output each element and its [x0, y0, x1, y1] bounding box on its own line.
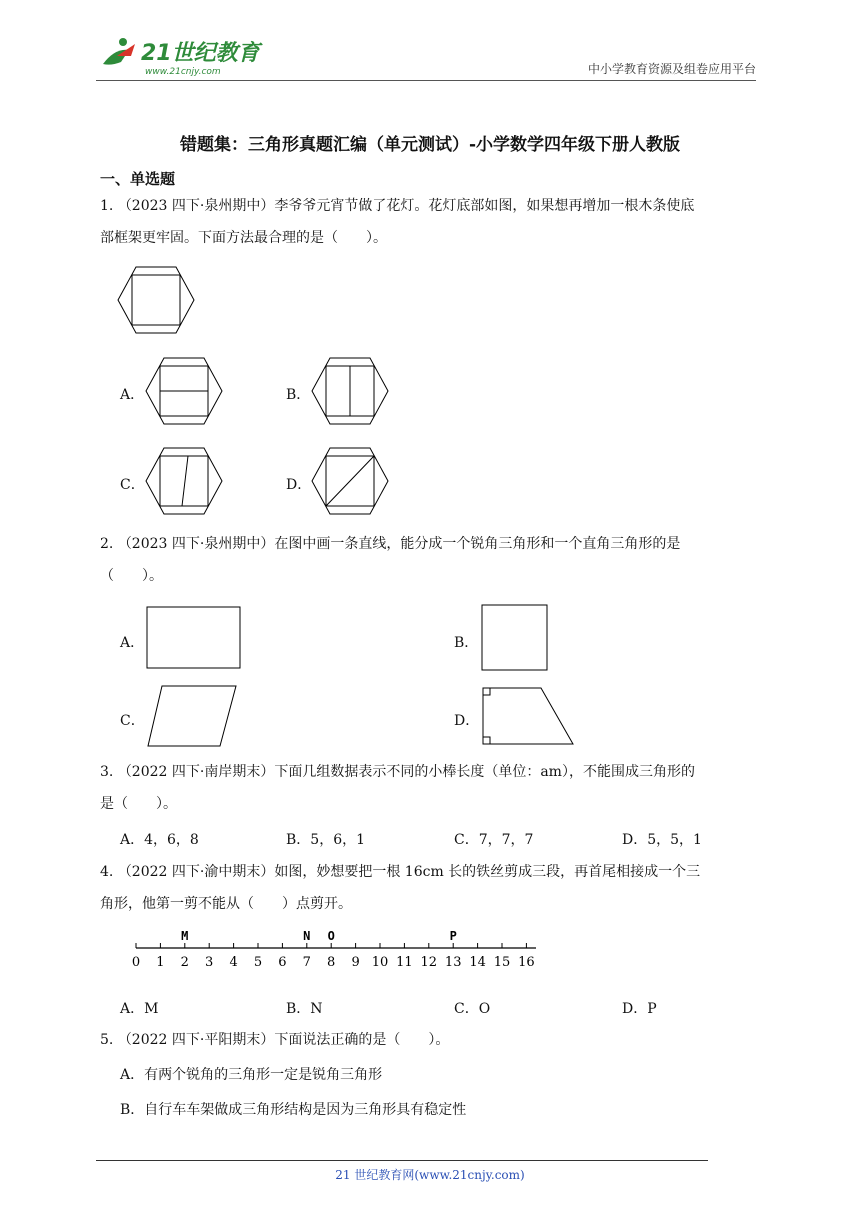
ruler-tick-label: 8 [327, 955, 336, 970]
question-2 [100, 534, 680, 586]
ruler-tick-label: 1 [156, 955, 165, 970]
ruler-point-n: N [303, 929, 311, 943]
logo-url: www.21cnjy.com [145, 67, 221, 77]
wire-ruler [126, 928, 546, 978]
option-c[interactable]: C． [120, 477, 145, 493]
question-1 [100, 196, 694, 248]
logo-text: 21世纪教育 [141, 41, 260, 66]
ruler-tick-label: 12 [420, 955, 438, 970]
option-c-figure[interactable] [144, 446, 224, 518]
question-number: 5. [100, 1032, 114, 1048]
site-logo [95, 34, 265, 78]
option-b[interactable]: B．5，6，1 [286, 832, 366, 848]
question-text: （2022 四下·渝中期末）如图，妙想要把一根 16cm 长的铁丝剪成三段，再首尾相接成一个三 [117, 864, 701, 880]
option-b[interactable]: B． [286, 387, 311, 403]
question-text-cont: （ ）。 [100, 568, 163, 584]
question-number: 1. [100, 198, 114, 214]
ruler-tick-label: 7 [302, 955, 311, 970]
option-c[interactable]: C．7，7，7 [454, 832, 534, 848]
option-d[interactable]: D． [286, 477, 312, 493]
question-text: （2022 四下·平阳期末）下面说法正确的是（ ）。 [117, 1032, 450, 1048]
option-a[interactable]: A． [120, 635, 145, 651]
right-trapezoid-figure[interactable] [481, 686, 577, 748]
option-a[interactable]: A．M [120, 1001, 159, 1017]
ruler-tick-label: 0 [131, 955, 141, 970]
question-text-cont: 是（ ）。 [100, 796, 177, 812]
lantern-base-figure [116, 265, 196, 337]
header-divider [96, 80, 756, 81]
ruler-tick-label: 13 [444, 955, 462, 970]
footer-divider [96, 1160, 708, 1161]
option-b[interactable]: B． [454, 635, 479, 651]
option-a[interactable]: A．4，6，8 [120, 832, 199, 848]
ruler-tick-label: 16 [518, 955, 535, 970]
question-text-cont: 角形，他第一剪不能从（ ）点剪开。 [100, 896, 352, 912]
ruler-point-o: O [327, 929, 335, 943]
option-a-figure[interactable] [144, 356, 224, 428]
question-number: 3. [100, 764, 114, 780]
ruler-tick-label: 5 [253, 955, 263, 970]
ruler-tick-label: 3 [205, 955, 214, 970]
question-4 [100, 862, 700, 914]
ruler-tick-label: 14 [469, 955, 486, 970]
option-c[interactable]: C．O [454, 1001, 491, 1017]
option-a[interactable]: A． [120, 387, 145, 403]
option-b[interactable]: B．自行车车架做成三角形结构是因为三角形具有稳定性 [120, 1102, 467, 1118]
question-text: （2023 四下·泉州期中）在图中画一条直线，能分成一个锐角三角形和一个直角三角形的是 [117, 536, 681, 552]
ruler-tick-label: 11 [396, 955, 413, 970]
page-title: 错题集：三角形真题汇编（单元测试）-小学数学四年级下册人教版 [179, 135, 681, 155]
footer-text: 21 世纪教育网(www.21cnjy.com) [335, 1168, 525, 1182]
parallelogram-figure[interactable] [146, 684, 238, 748]
platform-label: 中小学教育资源及组卷应用平台 [587, 62, 756, 76]
ruler-point-p: P [449, 929, 457, 943]
option-d[interactable]: D．5，5，1 [622, 832, 702, 848]
option-d[interactable]: D． [454, 713, 480, 729]
rectangle-figure[interactable] [146, 606, 242, 670]
question-text-cont: 部框架更牢固。下面方法最合理的是（ ）。 [100, 230, 387, 246]
option-b[interactable]: B．N [286, 1001, 323, 1017]
question-number: 2. [100, 536, 114, 552]
question-5 [100, 1030, 449, 1050]
square-figure[interactable] [481, 604, 549, 672]
option-c[interactable]: C． [120, 713, 145, 729]
ruler-tick-label: 2 [180, 955, 189, 970]
ruler-tick-label: 15 [493, 955, 511, 970]
ruler-tick-label: 6 [278, 955, 287, 970]
question-text: （2022 四下·南岸期末）下面几组数据表示不同的小棒长度（单位：am），不能围成三角形的 [117, 764, 695, 780]
option-b-figure[interactable] [310, 356, 390, 428]
option-d-figure[interactable] [310, 446, 390, 518]
section-heading: 一、单选题 [100, 170, 176, 188]
question-3 [100, 762, 695, 814]
ruler-tick-label: 9 [351, 955, 360, 970]
ruler-tick-label: 10 [371, 955, 389, 970]
question-text: （2023 四下·泉州期中）李爷爷元宵节做了花灯。花灯底部如图，如果想再增加一根木条使底 [117, 198, 695, 214]
question-number: 4. [100, 864, 114, 880]
ruler-point-m: M [181, 929, 189, 943]
option-d[interactable]: D．P [622, 1001, 657, 1017]
option-a[interactable]: A．有两个锐角的三角形一定是锐角三角形 [120, 1067, 383, 1083]
ruler-tick-label: 4 [229, 955, 238, 970]
